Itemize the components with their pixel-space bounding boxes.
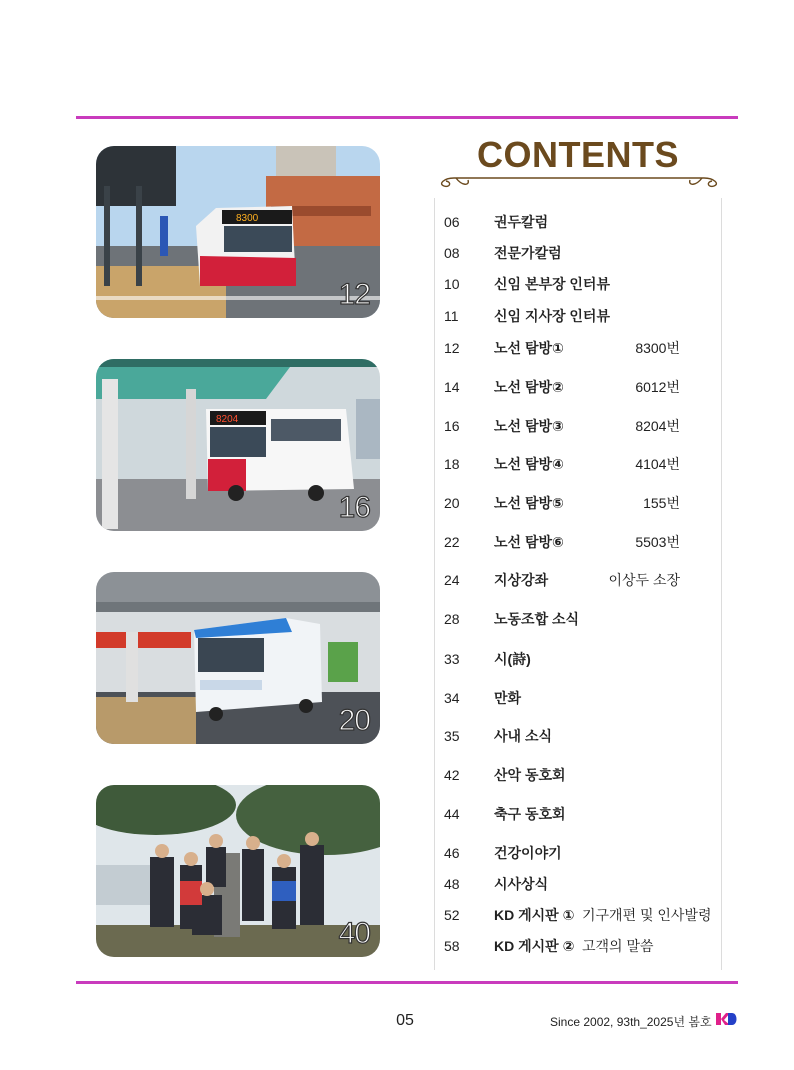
bus-photo-illustration (96, 146, 380, 318)
toc-route-number: 4104번 (635, 456, 680, 472)
toc-route-number: 6012번 (635, 379, 680, 395)
contents-heading: CONTENTS (477, 134, 679, 175)
toc-page-number: 33 (444, 651, 460, 667)
bus-photo-illustration (96, 359, 380, 531)
toc-page-number: 14 (444, 379, 460, 395)
toc-left-border (434, 198, 435, 970)
toc-page-number: 24 (444, 572, 460, 588)
photo-page-number: 40 (338, 917, 370, 950)
photo-route-8204[interactable] (96, 359, 380, 531)
footer-issue-info: Since 2002, 93th_2025년 봄호 (550, 1015, 712, 1029)
toc-page-number: 12 (444, 340, 460, 356)
toc-page-number: 48 (444, 876, 460, 892)
photo-route-8300[interactable] (96, 146, 380, 318)
toc-page-number: 22 (444, 534, 460, 550)
toc-title: 노선 탐방⑤ (494, 495, 564, 511)
toc-entry[interactable] (444, 841, 714, 865)
photo-page-number: 20 (338, 704, 370, 737)
toc-page-number: 44 (444, 806, 460, 822)
photo-route-155[interactable] (96, 572, 380, 744)
footer-page-number: 05 (396, 1012, 414, 1029)
toc-entry[interactable] (444, 491, 714, 515)
toc-entry[interactable] (444, 210, 714, 234)
toc-title: 산악 동호회 (494, 767, 566, 783)
toc-route-number: 155번 (643, 495, 680, 511)
toc-entry[interactable] (444, 241, 714, 265)
top-rule (76, 116, 738, 119)
svg-text:8300: 8300 (236, 213, 259, 224)
toc-page-number: 20 (444, 495, 460, 511)
toc-title: 전문가칼럼 (494, 245, 562, 261)
toc-entry[interactable] (444, 568, 714, 592)
toc-entry[interactable] (444, 872, 714, 896)
toc-entry[interactable] (444, 304, 714, 328)
kd-logo-icon (716, 1011, 738, 1027)
toc-entry[interactable] (444, 802, 714, 826)
toc-route-number: 5503번 (635, 534, 680, 550)
toc-page-number: 28 (444, 611, 460, 627)
toc-entry[interactable] (444, 452, 714, 476)
toc-entry[interactable] (444, 607, 714, 631)
toc-title: 사내 소식 (494, 728, 552, 744)
toc-page-number: 18 (444, 456, 460, 472)
toc-title: 노선 탐방⑥ (494, 534, 564, 550)
toc-right-border (721, 198, 722, 970)
toc-entry[interactable] (444, 336, 714, 360)
toc-title: 지상강좌 (494, 572, 549, 588)
bottom-rule (76, 981, 738, 984)
toc-title: 노선 탐방② (494, 379, 564, 395)
toc-entry[interactable] (444, 375, 714, 399)
scroll-ornament-icon (434, 170, 724, 190)
toc-page-number: 58 (444, 938, 460, 954)
toc-title: 시사상식 (494, 876, 549, 892)
toc-entry[interactable] (444, 724, 714, 748)
toc-page-number: 42 (444, 767, 460, 783)
toc-subtitle: 기구개편 및 인사발령 (582, 907, 712, 923)
toc-page-number: 10 (444, 276, 460, 292)
toc-title: 신임 본부장 인터뷰 (494, 276, 610, 292)
toc-title: 노선 탐방③ (494, 418, 564, 434)
toc-route-number: 8300번 (635, 340, 680, 356)
toc-entry[interactable] (444, 530, 714, 554)
toc-title: 권두칼럼 (494, 214, 549, 230)
toc-title: 시(詩) (494, 651, 531, 667)
photo-hiking-club[interactable] (96, 785, 380, 957)
toc-page-number: 34 (444, 690, 460, 706)
toc-title: 건강이야기 (494, 845, 562, 861)
photo-page-number: 12 (338, 278, 370, 311)
toc-page-number: 35 (444, 728, 460, 744)
toc-title: KD 게시판 ① (494, 907, 575, 923)
toc-entry[interactable] (444, 934, 714, 958)
bus-photo-illustration (96, 572, 380, 744)
toc-entry[interactable] (444, 686, 714, 710)
toc-title: 신임 지사장 인터뷰 (494, 308, 610, 324)
toc-title: 축구 동호회 (494, 806, 566, 822)
toc-entry[interactable] (444, 763, 714, 787)
toc-entry[interactable] (444, 647, 714, 671)
toc-title: 만화 (494, 690, 522, 706)
group-photo-illustration (96, 785, 380, 957)
toc-entry[interactable] (444, 272, 714, 296)
toc-page-number: 08 (444, 245, 460, 261)
toc-page-number: 11 (444, 308, 459, 324)
toc-page-number: 06 (444, 214, 460, 230)
toc-entry[interactable] (444, 903, 714, 927)
svg-text:8204: 8204 (216, 414, 239, 425)
toc-route-number: 8204번 (635, 418, 680, 434)
toc-author: 이상두 소장 (608, 572, 680, 588)
toc-title: 노동조합 소식 (494, 611, 580, 627)
toc-entry[interactable] (444, 414, 714, 438)
toc-title: 노선 탐방① (494, 340, 564, 356)
toc-subtitle: 고객의 말씀 (582, 938, 654, 954)
toc-page-number: 52 (444, 907, 460, 923)
toc-title: 노선 탐방④ (494, 456, 564, 472)
toc-title: KD 게시판 ② (494, 938, 575, 954)
toc-page-number: 46 (444, 845, 460, 861)
photo-page-number: 16 (338, 491, 370, 524)
toc-page-number: 16 (444, 418, 460, 434)
